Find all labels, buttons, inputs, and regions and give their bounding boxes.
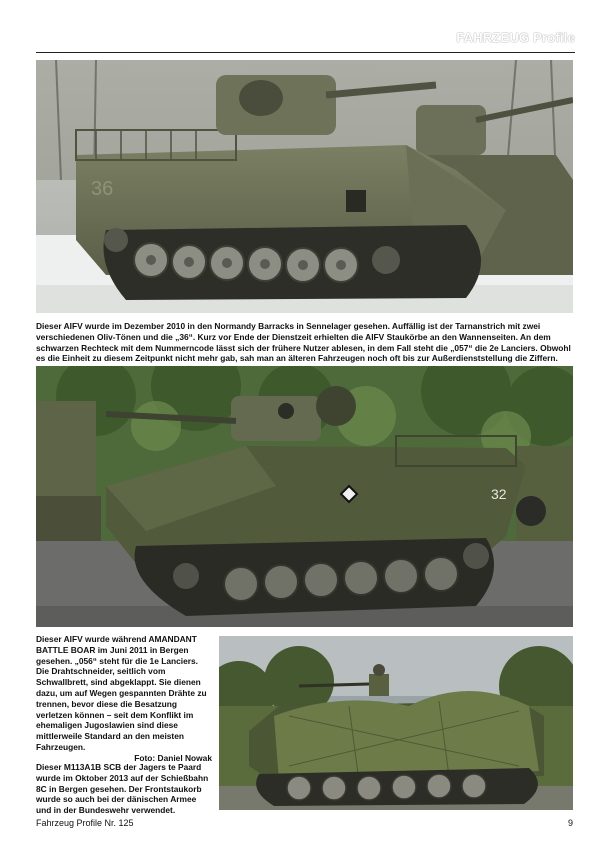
footer-publication: Fahrzeug Profile Nr. 125 <box>36 818 134 828</box>
photo-m113-camouflage <box>219 636 573 810</box>
header-title: FAHRZEUG Profile <box>456 30 575 45</box>
photo-aifv-road <box>36 366 573 627</box>
page-number: 9 <box>567 818 573 828</box>
hull-number-36: 36 <box>91 178 114 200</box>
caption-photo-3: Dieser M113A1B SCB der Jagers te Paard wurde im Oktober 2013 auf der Schießbahn 8C in Bergen gesehen. Der Frontstaukorb wurde so auch bei der dänischen Armee und in der Bundeswehr verwendet. <box>36 762 209 816</box>
caption-photo-2-text: Dieser AIFV wurde während AMANDANT BATTLE BOAR im Juni 2011 in Bergen gesehen. „056“ steht für die 1e Lanciers. Die Drahtschneider, seitlich vom Schwallbrett, sind abgeklappt. Sie dienen dazu, um auf Wegen gespannten Drähte zu trennen, bevor diese die Besatzung verletzen können – seit dem Konflikt im ehemaligen Jugoslawien sind diese mittlerweile Standard an den meisten Fahrzeugen. <box>36 634 207 752</box>
caption-photo-2 <box>36 634 212 764</box>
caption-photo-1: Dieser AIFV wurde im Dezember 2010 in den Normandy Barracks in Sennelager gesehen. Auffällig ist der Tarnanstrich mit zwei verschiedenen Oliv-Tönen und die „36“. Kurz vor Ende der Dienstzeit erhielten die AIFV Staukörbe an den Wannenseiten. An dem schwarzen Rechteck mit dem Nummerncode lässt sich der frühere Nutzer ablesen, in dem Fall steht die „057“ die 2e Lanciers. Obwohl es die Einheit zu diesem Zeitpunkt nicht mehr gab, sah man an älteren Fahrzeugen noch oft bis zur Außerdienststellung die Ziffern. <box>36 321 571 364</box>
photo-aifv-snow <box>36 60 573 313</box>
hull-number-32: 32 <box>491 486 507 502</box>
header-rule <box>36 52 575 53</box>
photo-credit: Foto: Daniel Nowak <box>134 752 212 763</box>
